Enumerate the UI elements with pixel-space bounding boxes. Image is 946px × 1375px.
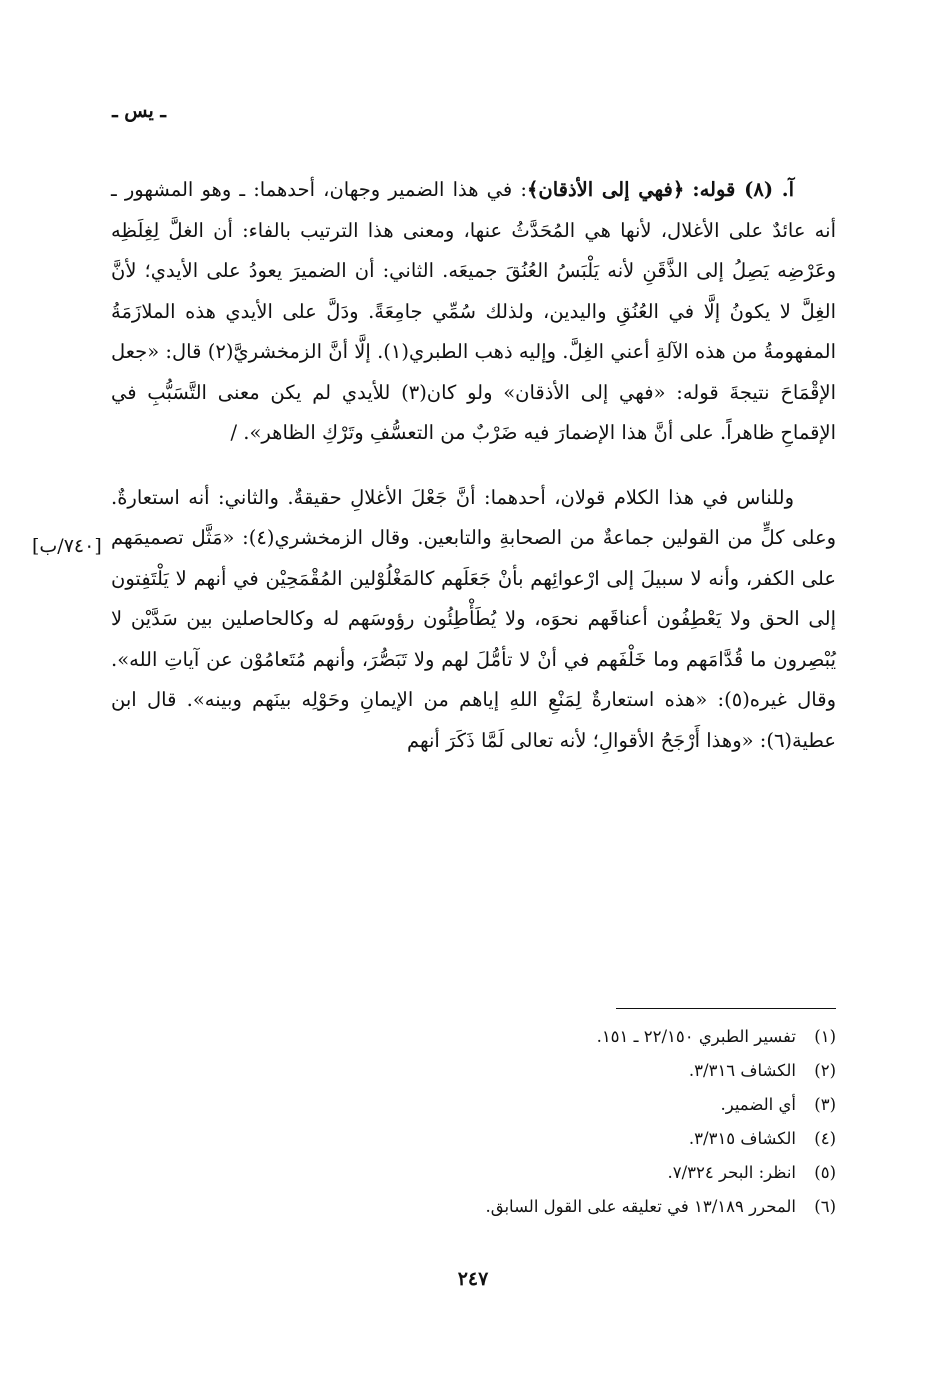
main-text [111,170,836,761]
footnote-item [485,1190,836,1224]
footnote-number: (٥) [814,1163,836,1182]
verse-quote: ﴿فهي إلى الأذقان﴾ [526,178,685,201]
footnote-item [485,1122,836,1156]
footnote-text: تفسير الطبري ٢٢/١٥٠ ـ ١٥١. [596,1027,796,1046]
footnote-divider [616,1008,836,1009]
footnote-item [485,1020,836,1054]
footnotes-list [485,1020,836,1224]
paragraph-1-text: : في هذا الضمير وجهان، أحدهما: ـ وهو المشهور ـ أنه عائدٌ على الأغلال، لأنها هي المُحَدَّثُ عنها، ومعنى هذا الترتيب بالفاء: أن الغلَّ لِغِلَظِه وعَرْضِه يَصِلُ إلى الذَّقَنِ لأنه يَلْبَسُ العُنُقَ جميعَه. الثاني: أن الضميرَ يعودُ على الأيدي؛ لأنَّ الغِلَّ لا يكونُ إلَّا في العُنُقِ واليدين، ولذلك سُمِّي جامِعَةً. ودَلَّ على الأيدي هذه الملازَمَةُ المفهومةُ من هذه الآلةِ أعني الغِلَّ. وإليه ذهب الطبري(١). إلَّا أنَّ الزمخشريَّ(٢) قال: «جعل الإقْمَاحَ نتيجةَ قوله: «فهي إلى الأذقان» ولو كان(٣) للأيدي لم يكن معنى التَّسَبُّبِ في الإقماحِ ظاهراً. على أنَّ هذا الإضمارَ فيه ضَرْبٌ من التعسُّفِ وتَرْكِ الظاهر». / [111,178,837,444]
paragraph-2: وللناس في هذا الكلام قولان، أحدهما: أنَّ جَعْلَ الأغلالِ حقيقةٌ. والثاني: أنه استعارةٌ. وعلى كلٍّ من القولين جماعةٌ من الصحابةِ والتابعين. وقال الزمخشري(٤): «مَثَّل تصميمَهم على الكفر، وأنه لا سبيلَ إلى ارْعوائِهم بأنْ جَعَلَهم كالمَغْلُوْلين المُقْمَحِيْن في أنهم لا يَلْتَفِتون إلى الحق ولا يَعْطِفُون أعناقَهم نحوَه، ولا يُطَأْطِئُون رؤوسَهم له وكالحاصلين بين سَدَّيْن لا يُبْصِرون ما قُدَّامَهم وما خَلْفَهم في أنْ لا تأمُّلَ لهم ولا تَبَصُّرَ، وأنهم مُتَعامُوْن عن آياتِ الله». وقال غيره(٥): «هذه استعارةٌ لِمَنْعِ اللهِ إياهم من الإيمانِ وحَوْلِه بينَهم وبينه». قال ابن عطية(٦): «وهذا أَرْجَحُ الأقوالِ؛ لأنه تعالى لَمَّا ذَكَرَ أنهم [111,485,836,752]
page-number: ٢٤٧ [457,1268,489,1290]
footnote-number: (٢) [814,1061,836,1080]
footnote-number: (١) [814,1027,836,1046]
footnote-text: الكشاف ٣/٣١٥. [688,1129,796,1148]
footnote-text: أي الضمير. [720,1095,796,1114]
footnote-item [485,1088,836,1122]
footnote-number: (٣) [814,1095,836,1114]
footnote-text: الكشاف ٣/٣١٦. [688,1061,796,1080]
manuscript-folio-reference: [٧٤٠/ب] [32,535,102,557]
footnote-item [485,1156,836,1190]
verse-lead: آ. (٨) قوله: [692,178,794,201]
footnote-number: (٦) [814,1197,836,1216]
page-header-surah: ـ يس ـ [112,100,166,122]
paragraph-1 [111,170,836,454]
footnote-text: المحرر ١٣/١٨٩ في تعليقه على القول السابق. [485,1197,796,1216]
footnote-text: انظر: البحر ٧/٣٢٤. [667,1163,796,1182]
footnote-number: (٤) [814,1129,836,1148]
footnote-item [485,1054,836,1088]
